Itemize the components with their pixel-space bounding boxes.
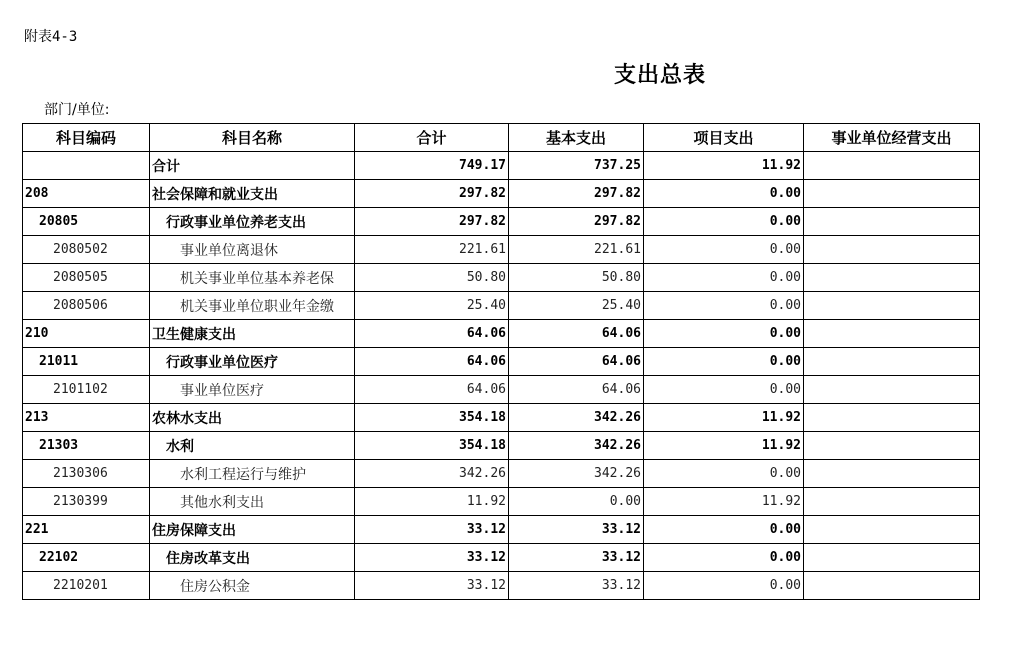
cell-business: [804, 208, 980, 236]
cell-name: 住房公积金: [150, 572, 355, 600]
cell-basic: 64.06: [509, 348, 644, 376]
header-basic: 基本支出: [509, 124, 644, 152]
cell-total: 25.40: [355, 292, 509, 320]
table-row: [23, 236, 980, 264]
cell-project: 11.92: [644, 152, 804, 180]
attachment-label: 附表4-3: [24, 29, 78, 45]
cell-total: 64.06: [355, 376, 509, 404]
cell-name: 住房保障支出: [150, 516, 355, 544]
cell-total: 11.92: [355, 488, 509, 516]
cell-total: 354.18: [355, 404, 509, 432]
cell-code: 21011: [23, 348, 150, 376]
cell-basic: 50.80: [509, 264, 644, 292]
table-row: [23, 432, 980, 460]
cell-code: 22102: [23, 544, 150, 572]
table-header-row: [23, 124, 980, 152]
cell-business: [804, 544, 980, 572]
cell-basic: 64.06: [509, 320, 644, 348]
cell-code: 213: [23, 404, 150, 432]
cell-total: 297.82: [355, 180, 509, 208]
cell-basic: 342.26: [509, 460, 644, 488]
table-row: [23, 348, 980, 376]
cell-total: 64.06: [355, 348, 509, 376]
cell-basic: 33.12: [509, 544, 644, 572]
cell-project: 0.00: [644, 320, 804, 348]
table-row: [23, 152, 980, 180]
cell-code: 2130399: [23, 488, 150, 516]
cell-basic: 342.26: [509, 404, 644, 432]
cell-business: [804, 516, 980, 544]
cell-code: 221: [23, 516, 150, 544]
cell-project: 0.00: [644, 544, 804, 572]
table-row: [23, 488, 980, 516]
cell-total: 33.12: [355, 572, 509, 600]
cell-business: [804, 292, 980, 320]
cell-name: 卫生健康支出: [150, 320, 355, 348]
cell-code: 2210201: [23, 572, 150, 600]
cell-name: 住房改革支出: [150, 544, 355, 572]
cell-name: 机关事业单位基本养老保: [150, 264, 355, 292]
cell-name: 水利: [150, 432, 355, 460]
cell-basic: 221.61: [509, 236, 644, 264]
cell-project: 0.00: [644, 376, 804, 404]
cell-business: [804, 460, 980, 488]
cell-business: [804, 320, 980, 348]
cell-name: 农林水支出: [150, 404, 355, 432]
header-code: 科目编码: [23, 124, 150, 152]
cell-total: 33.12: [355, 516, 509, 544]
cell-total: 33.12: [355, 544, 509, 572]
cell-project: 0.00: [644, 180, 804, 208]
cell-project: 11.92: [644, 432, 804, 460]
cell-business: [804, 180, 980, 208]
cell-basic: 25.40: [509, 292, 644, 320]
department-label: 部门/单位:: [44, 102, 110, 118]
cell-code: 210: [23, 320, 150, 348]
expenditure-table: [22, 123, 980, 600]
cell-code: 2130306: [23, 460, 150, 488]
cell-name: 水利工程运行与维护: [150, 460, 355, 488]
header-name: 科目名称: [150, 124, 355, 152]
cell-name: 合计: [150, 152, 355, 180]
cell-name: 机关事业单位职业年金缴: [150, 292, 355, 320]
table-row: [23, 180, 980, 208]
cell-name: 事业单位离退休: [150, 236, 355, 264]
cell-project: 11.92: [644, 404, 804, 432]
cell-basic: 64.06: [509, 376, 644, 404]
cell-name: 其他水利支出: [150, 488, 355, 516]
cell-basic: 342.26: [509, 432, 644, 460]
table-row: [23, 572, 980, 600]
cell-basic: 737.25: [509, 152, 644, 180]
page-title: 支出总表: [613, 62, 706, 88]
cell-name: 事业单位医疗: [150, 376, 355, 404]
cell-total: 221.61: [355, 236, 509, 264]
cell-total: 50.80: [355, 264, 509, 292]
cell-code: [23, 152, 150, 180]
cell-project: 0.00: [644, 460, 804, 488]
cell-code: 2080505: [23, 264, 150, 292]
table-row: [23, 544, 980, 572]
cell-total: 297.82: [355, 208, 509, 236]
cell-name: 行政事业单位医疗: [150, 348, 355, 376]
cell-project: 0.00: [644, 572, 804, 600]
cell-basic: 0.00: [509, 488, 644, 516]
cell-business: [804, 348, 980, 376]
cell-name: 社会保障和就业支出: [150, 180, 355, 208]
cell-basic: 33.12: [509, 516, 644, 544]
cell-business: [804, 376, 980, 404]
header-project: 项目支出: [644, 124, 804, 152]
cell-code: 20805: [23, 208, 150, 236]
cell-project: 0.00: [644, 208, 804, 236]
cell-business: [804, 264, 980, 292]
table-row: [23, 208, 980, 236]
cell-code: 2080506: [23, 292, 150, 320]
cell-total: 342.26: [355, 460, 509, 488]
cell-business: [804, 488, 980, 516]
cell-total: 749.17: [355, 152, 509, 180]
cell-basic: 297.82: [509, 180, 644, 208]
cell-project: 0.00: [644, 264, 804, 292]
cell-code: 208: [23, 180, 150, 208]
cell-business: [804, 404, 980, 432]
table-row: [23, 460, 980, 488]
cell-project: 0.00: [644, 516, 804, 544]
table-row: [23, 292, 980, 320]
table-row: [23, 376, 980, 404]
cell-name: 行政事业单位养老支出: [150, 208, 355, 236]
cell-total: 64.06: [355, 320, 509, 348]
cell-project: 11.92: [644, 488, 804, 516]
cell-project: 0.00: [644, 292, 804, 320]
cell-business: [804, 432, 980, 460]
cell-code: 2101102: [23, 376, 150, 404]
cell-code: 21303: [23, 432, 150, 460]
cell-code: 2080502: [23, 236, 150, 264]
header-total: 合计: [355, 124, 509, 152]
cell-business: [804, 236, 980, 264]
cell-total: 354.18: [355, 432, 509, 460]
table-row: [23, 516, 980, 544]
cell-project: 0.00: [644, 236, 804, 264]
cell-basic: 33.12: [509, 572, 644, 600]
header-business: 事业单位经营支出: [804, 124, 980, 152]
table-row: [23, 264, 980, 292]
cell-project: 0.00: [644, 348, 804, 376]
cell-business: [804, 572, 980, 600]
cell-basic: 297.82: [509, 208, 644, 236]
table-row: [23, 404, 980, 432]
cell-business: [804, 152, 980, 180]
table-row: [23, 320, 980, 348]
